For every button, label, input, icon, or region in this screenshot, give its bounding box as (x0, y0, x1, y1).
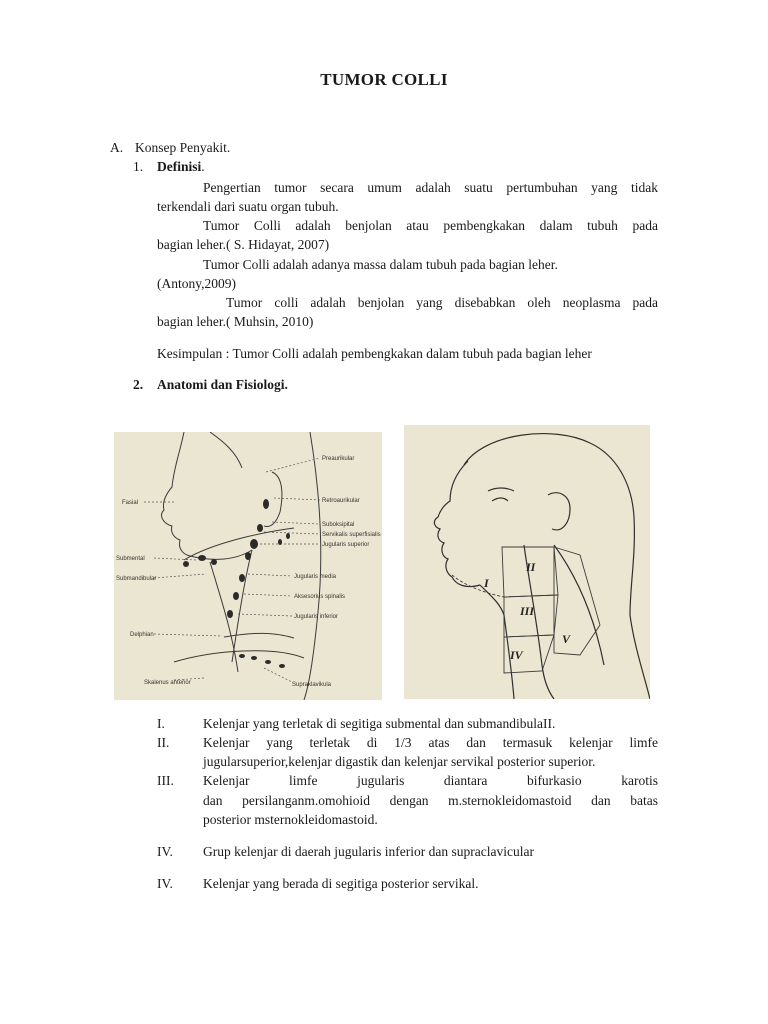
level-list-text: Kelenjar limfe jugularis diantara bifurkasio karotis (203, 773, 658, 788)
item2-heading: Anatomi dan Fisiologi. (157, 377, 288, 392)
lymph-node-diagram (114, 432, 382, 700)
definition-p1-line1: Pengertian tumor secara umum adalah suatu pertumbuhan yang tidak (203, 180, 658, 195)
definition-p2-line2: bagian leher.( S. Hidayat, 2007) (157, 237, 330, 252)
section-a-marker: A. (110, 140, 124, 155)
label-submandibular: Submandibular (116, 576, 157, 582)
label-servikalis-superfisialis: Servikalis superfisialis (322, 532, 381, 538)
level-list-numeral: II. (157, 735, 170, 750)
level-list-numeral: I. (157, 716, 165, 731)
level-list-numeral: III. (157, 773, 174, 788)
definition-p4-line2: bagian leher.( Muhsin, 2010) (157, 314, 314, 329)
neck-level-iv: IV (510, 648, 523, 662)
label-suboksipital: Suboksipital (322, 522, 355, 528)
definition-p3-line2: (Antony,2009) (157, 276, 236, 291)
neck-levels-diagram (404, 425, 650, 699)
level-list-text: dan persilanganm.omohioid dengan m.sternokleidomastoid dan batas (203, 793, 658, 808)
level-list-text: Kelenjar yang terletak di 1/3 atas dan termasuk kelenjar limfe (203, 735, 658, 750)
figure-neck-levels (404, 425, 650, 699)
item2-marker: 2. (133, 377, 144, 392)
level-list-text: posterior msternokleidomastoid. (203, 812, 378, 827)
label-retroaurikular: Retroaurikular (322, 498, 360, 504)
label-preaurikular: Preaurikular (322, 456, 355, 462)
label-fasial: Fasial (122, 500, 139, 506)
section-a-label: Konsep Penyakit. (135, 140, 231, 155)
figure-lymph-node-regions (114, 432, 382, 700)
item1-marker: 1. (133, 159, 144, 174)
neck-level-iii: III (520, 604, 535, 618)
label-jugularis-inferior: Jugularis inferior (294, 614, 339, 620)
kesimpulan: Kesimpulan : Tumor Colli adalah pembengkakan dalam tubuh pada bagian leher (157, 346, 592, 361)
label-jugularis-media: Jugularis media (294, 574, 337, 580)
label-delphian: Delphian (130, 632, 154, 638)
label-skalenus-anterior: Skalenus anterior (144, 680, 191, 686)
level-list-text: Grup kelenjar di daerah jugularis inferior dan supraclavicular (203, 844, 534, 859)
neck-level-i: I (484, 576, 489, 590)
definition-p1-line2: terkendali dari suatu organ tubuh. (157, 199, 339, 214)
label-supraklavikula: Supraklavikula (292, 682, 332, 688)
level-list-text: jugularsuperior,kelenjar digastik dan kelenjar servikal posterior superior. (203, 754, 596, 769)
neck-level-ii: II (526, 560, 536, 574)
definition-p3-line1: Tumor Colli adalah adanya massa dalam tubuh pada bagian leher. (203, 257, 558, 272)
label-submental: Submental (116, 556, 145, 562)
item1-heading-line (157, 157, 205, 176)
item1-heading-suffix: . (201, 159, 205, 174)
level-list-numeral: IV. (157, 844, 173, 859)
item1-heading: Definisi (157, 159, 202, 174)
label-aksesorius-spinalis: Aksesorius spinalis (294, 594, 346, 600)
neck-level-v: V (562, 632, 571, 646)
definition-p2-line1: Tumor Colli adalah benjolan atau pembengkakan dalam tubuh pada (203, 218, 658, 233)
definition-p4-line1: Tumor colli adalah benjolan yang disebabkan oleh neoplasma pada (226, 295, 658, 310)
level-list-text: Kelenjar yang terletak di segitiga submental dan submandibulaII. (203, 716, 556, 731)
level-list-numeral: IV. (157, 876, 173, 891)
level-list-text: Kelenjar yang berada di segitiga posterior servikal. (203, 876, 479, 891)
label-jugularis-superior: Jugularis superior (322, 542, 370, 548)
document-title: TUMOR COLLI (320, 70, 448, 89)
